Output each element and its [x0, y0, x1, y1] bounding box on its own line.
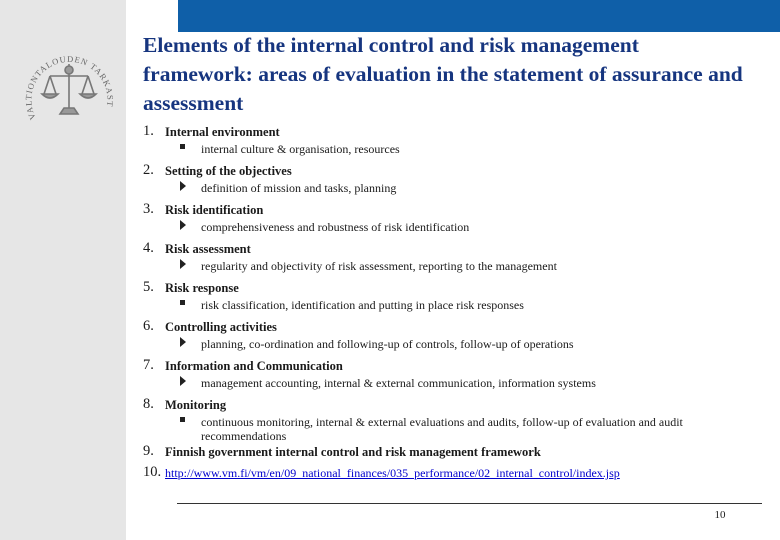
list-item [143, 278, 753, 317]
list-item [143, 395, 753, 442]
item-description: continuous monitoring, internal & external evaluations and audits, follow-up of evaluation and audit recommendations [201, 415, 683, 443]
item-label: Information and Communication [165, 359, 343, 373]
item-number: 7. [143, 357, 154, 373]
item-number: 8. [143, 396, 154, 412]
item-label: Controlling activities [165, 320, 277, 334]
item-label: Setting of the objectives [165, 164, 292, 178]
item-number: 6. [143, 318, 154, 334]
list-item [143, 317, 753, 356]
item-number: 3. [143, 201, 154, 217]
scales-of-justice-icon [14, 40, 124, 140]
item-label: Risk assessment [165, 242, 251, 256]
item-number: 2. [143, 162, 154, 178]
organisation-seal-logo [14, 40, 124, 140]
slide-title: Elements of the internal control and risk management framework: areas of evaluation in the statement of assurance and assessment [143, 33, 743, 115]
item-number: 9. [143, 443, 154, 459]
triangle-bullet-icon [178, 374, 188, 388]
item-label: Monitoring [165, 398, 227, 412]
list-item [143, 442, 753, 463]
item-number: 4. [143, 240, 154, 256]
page-number: 10 [714, 509, 726, 521]
item-number: 10. [143, 464, 162, 480]
item-label: Risk identification [165, 203, 264, 217]
list-item [143, 356, 753, 395]
item-number: 1. [143, 123, 154, 139]
item-description: management accounting, internal & external communication, information systems [201, 376, 596, 390]
internal-control-link[interactable]: http://www.vm.fi/vm/en/09_national_finances/035_performance/02_internal_control/index.jsp [165, 466, 620, 480]
footer-divider [177, 503, 762, 504]
list-item [143, 239, 753, 278]
list-item [143, 122, 753, 161]
top-header-band [178, 0, 780, 32]
list-item [143, 161, 753, 200]
item-description: internal culture & organisation, resources [201, 142, 400, 156]
square-bullet-icon [178, 413, 188, 427]
triangle-bullet-icon [178, 218, 188, 232]
item-label: Risk response [165, 281, 239, 295]
item-label: Finnish government internal control and risk management framework [165, 445, 541, 459]
square-bullet-icon [178, 140, 188, 154]
item-description: risk classification, identification and putting in place risk responses [201, 298, 524, 312]
item-label: Internal environment [165, 125, 280, 139]
triangle-bullet-icon [178, 335, 188, 349]
list-item [143, 200, 753, 239]
item-number: 5. [143, 279, 154, 295]
triangle-bullet-icon [178, 257, 188, 271]
item-link-wrapper [165, 466, 620, 481]
item-description: planning, co-ordination and following-up of controls, follow-up of operations [201, 337, 574, 351]
svg-text:VALTIONTALOUDEN TARKASTUSVIRAS: VALTIONTALOUDEN TARKAST [23, 53, 116, 122]
square-bullet-icon [178, 296, 188, 310]
item-description: comprehensiveness and robustness of risk identification [201, 220, 470, 234]
item-description: definition of mission and tasks, planning [201, 181, 397, 195]
list-item [143, 463, 753, 484]
framework-elements-list [143, 122, 753, 484]
item-description: regularity and objectivity of risk assessment, reporting to the management [201, 259, 557, 273]
triangle-bullet-icon [178, 179, 188, 193]
